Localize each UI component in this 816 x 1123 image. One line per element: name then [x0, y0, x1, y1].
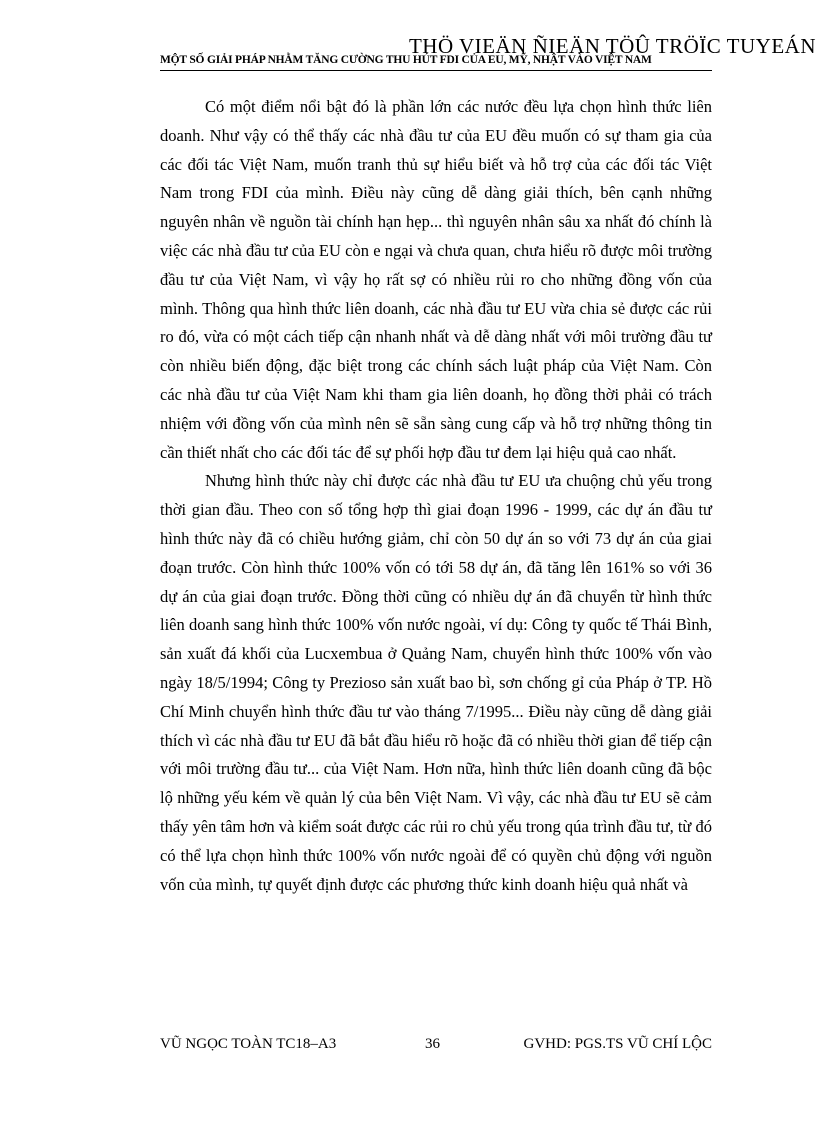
library-watermark: THÖ VIEÄN ÑIEÄN TÖÛ TRÖÏC TUYEÁN — [408, 34, 816, 58]
footer-author: VŨ NGỌC TOÀN TC18–A3 — [160, 1036, 337, 1052]
page-footer — [160, 1036, 712, 1056]
document-body — [160, 93, 712, 899]
header-divider — [160, 70, 712, 71]
page-number: 36 — [425, 1036, 440, 1052]
body-paragraph: Nhưng hình thức này chỉ được các nhà đầu tư EU ưa chuộng chủ yếu trong thời gian đầu. Theo con số tổng hợp thì giai đoạn 1996 - 1999, các dự án đầu tư hình thức này đã có chiều hướng giảm, chỉ còn 50 dự án so với 73 dự án của giai đoạn trước. Còn hình thức 100% vốn có tới 58 dự án, đã tăng lên 161% so với 36 dự án của giai đoạn trước. Đồng thời cũng có nhiều dự án đã chuyển từ hình thức liên doanh sang hình thức 100% vốn nước ngoài, ví dụ: Công ty quốc tế Thái Bình, sản xuất đá khối của Lucxembua ở Quảng Nam, chuyển hình thức 100% vốn vào ngày 18/5/1994; Công ty Prezioso sản xuất bao bì, sơn chống gỉ của Pháp ở TP. Hồ Chí Minh chuyển hình thức đầu tư vào tháng 7/1995... Điều này cũng dễ dàng giải thích vì các nhà đầu tư EU đã bắt đầu hiểu rõ hoặc đã có nhiều thời gian để tiếp cận với môi trường đầu tư... của Việt Nam. Hơn nữa, hình thức liên doanh cũng đã bộc lộ những yếu kém về quản lý của bên Việt Nam. Vì vậy, các nhà đầu tư EU sẽ cảm thấy yên tâm hơn và kiểm soát được các rủi ro chủ yếu trong qúa trình đầu tư, từ đó có thể lựa chọn hình thức 100% vốn nước ngoài để có quyền chủ động với nguồn vốn của mình, tự quyết định được các phương thức kinh doanh hiệu quả nhất và — [160, 471, 712, 894]
running-header-title: MỘT SỐ GIẢI PHÁP NHẰM TĂNG CƯỜNG THU HÚT FDI CỦA EU, MỸ, NHẬT VÀO VIỆT NAM — [160, 54, 652, 66]
body-paragraph: Có một điểm nổi bật đó là phần lớn các nước đều lựa chọn hình thức liên doanh. Như vậy có thể thấy các nhà đầu tư của EU đều muốn có sự tham gia của các đối tác Việt Nam, muốn tranh thủ sự hiểu biết và hỗ trợ của các đối tác Việt Nam trong FDI của mình. Điều này cũng dễ dàng giải thích, bên cạnh những nguyên nhân về nguồn tài chính hạn hẹp... thì nguyên nhân sâu xa nhất đó chính là việc các nhà đầu tư của EU còn e ngại và chưa quan, chưa hiểu rõ được môi trường đầu tư của Việt Nam, vì vậy họ rất sợ có nhiều rủi ro cho những đồng vốn của mình. Thông qua hình thức liên doanh, các nhà đầu tư EU vừa chia sẻ được các rủi ro đó, vừa có một cách tiếp cận nhanh nhất và dễ dàng nhất với môi trường đầu tư còn nhiều biến động, đặc biệt trong các chính sách luật pháp của Việt Nam. Còn các nhà đầu tư của Việt Nam khi tham gia liên doanh, họ đồng thời phải có trách nhiệm với đồng vốn của mình nên sẽ sẵn sàng cung cấp và hỗ trợ những thông tin cần thiết nhất cho các đối tác để sự phối hợp đầu tư đem lại hiệu quả cao nhất. — [160, 97, 712, 462]
footer-advisor: GVHD: PGS.TS VŨ CHÍ LỘC — [523, 1036, 712, 1052]
